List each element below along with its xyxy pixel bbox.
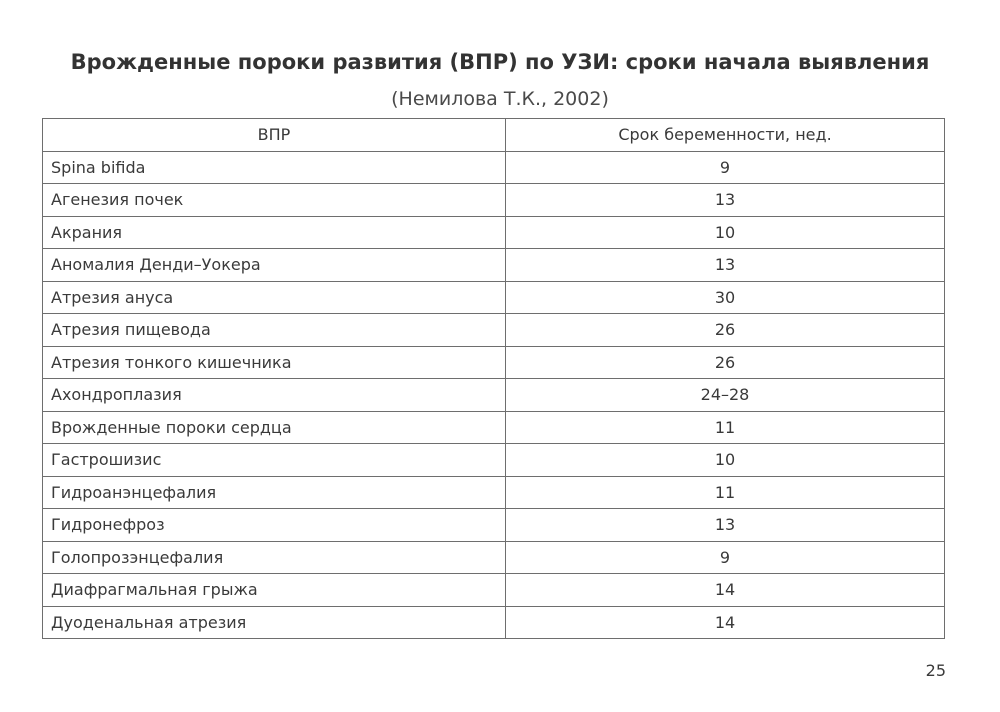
table-row bbox=[43, 184, 945, 217]
cell-defect-name: Гастрошизис bbox=[43, 444, 506, 477]
table-row bbox=[43, 249, 945, 282]
page-title: Врожденные пороки развития (ВПР) по УЗИ: сроки начала выявления bbox=[70, 50, 930, 74]
table-row bbox=[43, 216, 945, 249]
page-subtitle: (Немилова Т.К., 2002) bbox=[391, 88, 609, 110]
table-row bbox=[43, 509, 945, 542]
cell-defect-name: Аномалия Денди–Уокера bbox=[43, 249, 506, 282]
cell-defect-name: Врожденные пороки сердца bbox=[43, 411, 506, 444]
cell-defect-name: Ахондроплазия bbox=[43, 379, 506, 412]
column-header-term: Срок беременности, нед. bbox=[506, 119, 945, 152]
cell-gestation-term: 10 bbox=[506, 216, 945, 249]
cell-gestation-term: 26 bbox=[506, 314, 945, 347]
cell-gestation-term: 24–28 bbox=[506, 379, 945, 412]
cell-defect-name: Атрезия ануса bbox=[43, 281, 506, 314]
cell-defect-name: Гидронефроз bbox=[43, 509, 506, 542]
table-row bbox=[43, 151, 945, 184]
cell-gestation-term: 26 bbox=[506, 346, 945, 379]
table-row bbox=[43, 606, 945, 639]
page-number: 25 bbox=[925, 661, 946, 680]
cell-gestation-term: 14 bbox=[506, 574, 945, 607]
cell-defect-name: Диафрагмальная грыжа bbox=[43, 574, 506, 607]
table-row bbox=[43, 476, 945, 509]
table-row bbox=[43, 281, 945, 314]
cell-gestation-term: 13 bbox=[506, 249, 945, 282]
cell-defect-name: Агенезия почек bbox=[43, 184, 506, 217]
cell-gestation-term: 11 bbox=[506, 411, 945, 444]
table-row bbox=[43, 379, 945, 412]
cell-defect-name: Гидроанэнцефалия bbox=[43, 476, 506, 509]
cell-gestation-term: 11 bbox=[506, 476, 945, 509]
table-row bbox=[43, 541, 945, 574]
table-row bbox=[43, 444, 945, 477]
cell-gestation-term: 9 bbox=[506, 541, 945, 574]
cell-defect-name: Атрезия пищевода bbox=[43, 314, 506, 347]
defects-table bbox=[42, 118, 945, 639]
cell-gestation-term: 13 bbox=[506, 509, 945, 542]
table-row bbox=[43, 411, 945, 444]
cell-gestation-term: 10 bbox=[506, 444, 945, 477]
cell-gestation-term: 30 bbox=[506, 281, 945, 314]
cell-defect-name: Акрания bbox=[43, 216, 506, 249]
table-body bbox=[43, 151, 945, 639]
cell-gestation-term: 14 bbox=[506, 606, 945, 639]
cell-defect-name: Дуоденальная атрезия bbox=[43, 606, 506, 639]
cell-defect-name: Атрезия тонкого кишечника bbox=[43, 346, 506, 379]
table-header-row bbox=[43, 119, 945, 152]
cell-defect-name: Голопрозэнцефалия bbox=[43, 541, 506, 574]
cell-gestation-term: 13 bbox=[506, 184, 945, 217]
table-row bbox=[43, 314, 945, 347]
cell-gestation-term: 9 bbox=[506, 151, 945, 184]
table-row bbox=[43, 346, 945, 379]
table-row bbox=[43, 574, 945, 607]
column-header-defect: ВПР bbox=[43, 119, 506, 152]
cell-defect-name: Spina bifida bbox=[43, 151, 506, 184]
